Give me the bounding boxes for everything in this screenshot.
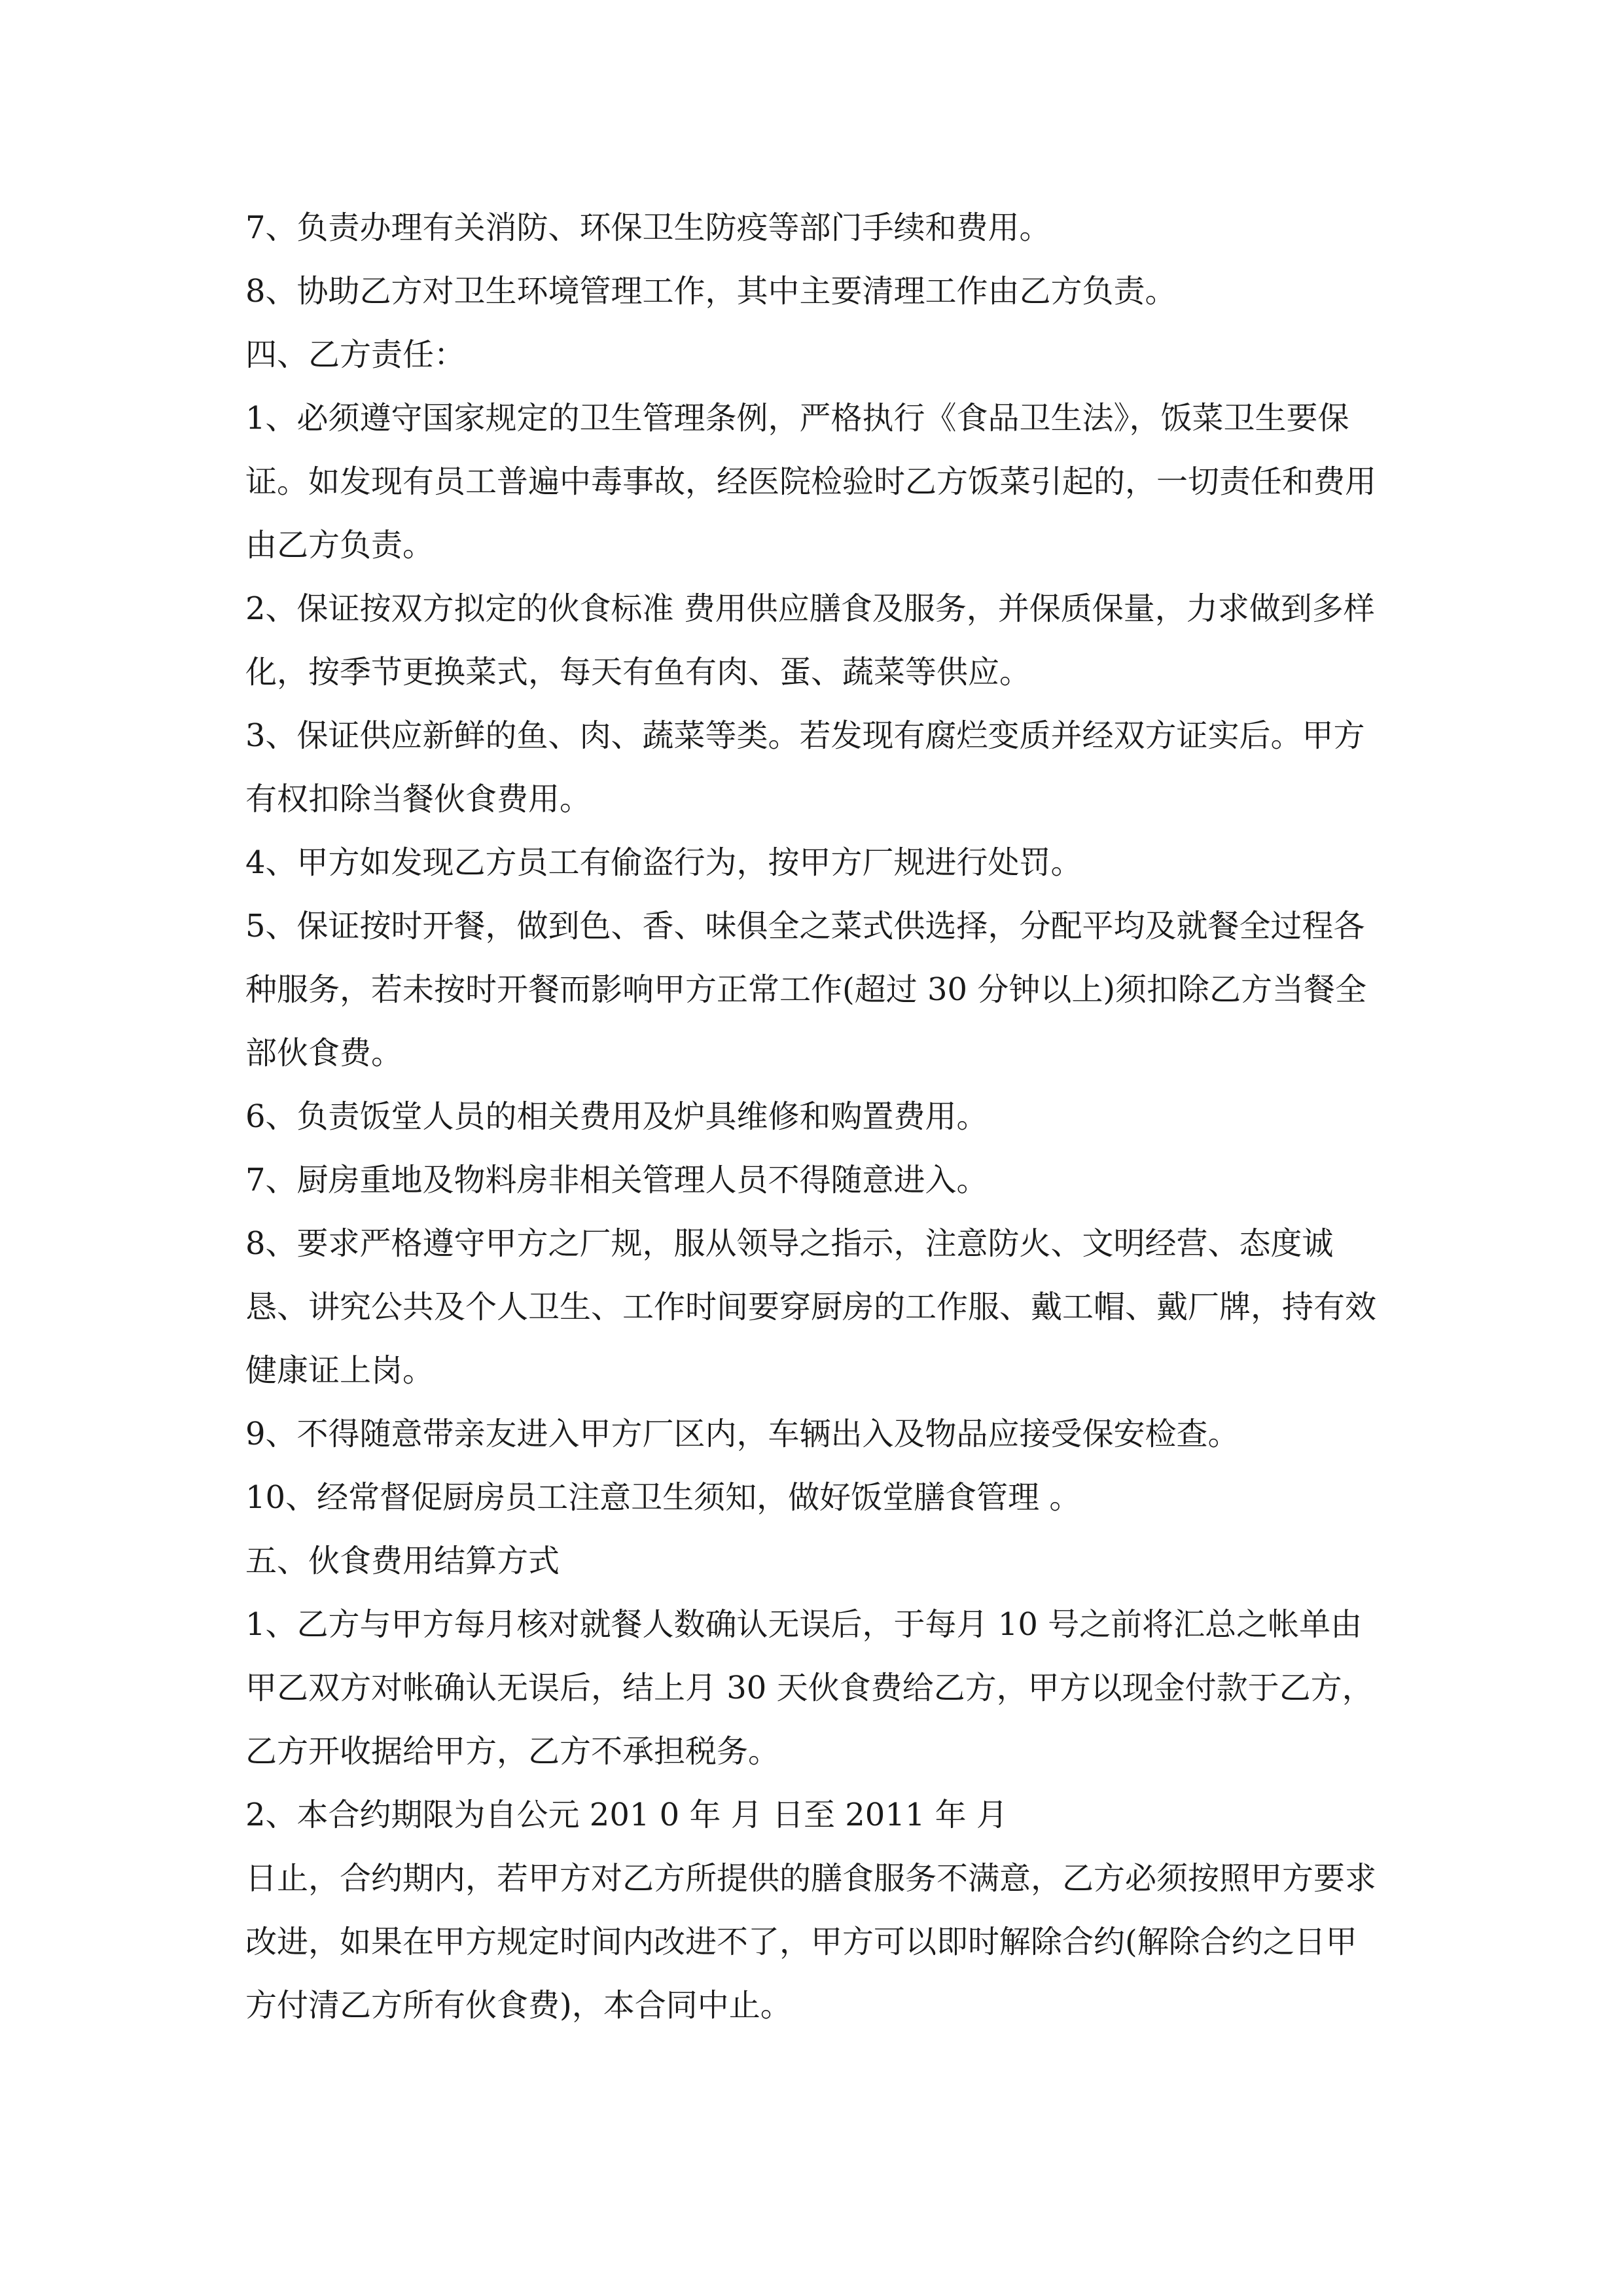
section-heading: 五、伙食费用结算方式 xyxy=(245,1543,560,1579)
paragraph: 1、乙方与甲方每月核对就餐人数确认无误后，于每月 10 号之前将汇总之帐单由甲乙双方对帐确认无误后，结上月 30 天伙食费给乙方，甲方以现金付款于乙方，乙方开收据给甲方，乙方不承担税务。 xyxy=(245,1606,1374,1770)
paragraph: 日止，合约期内，若甲方对乙方所提供的膳食服务不满意，乙方必须按照甲方要求改进，如果在甲方规定时间内改进不了，甲方可以即时解除合约(解除合约之日甲方付清乙方所有伙食费)，本合同中止。 xyxy=(245,1860,1377,2024)
paragraph: 6、负责饭堂人员的相关费用及炉具维修和购置费用。 xyxy=(245,1098,988,1135)
paragraph: 7、负责办理有关消防、环保卫生防疫等部门手续和费用。 xyxy=(245,209,1051,246)
paragraph: 1、必须遵守国家规定的卫生管理条例，严格执行《食品卫生法》，饭菜卫生要保证。如发现有员工普遍中毒事故，经医院检验时乙方饭菜引起的，一切责任和费用由乙方负责。 xyxy=(245,400,1377,564)
paragraph: 7、厨房重地及物料房非相关管理人员不得随意进入。 xyxy=(245,1162,988,1198)
paragraph: 10、经常督促厨房员工注意卫生须知，做好饭堂膳食管理 。 xyxy=(245,1479,1081,1516)
section-heading: 四、乙方责任： xyxy=(245,336,466,373)
document-body xyxy=(245,196,1378,2037)
paragraph: 2、本合约期限为自公元 201 0 年 月 日至 2011 年 月 xyxy=(245,1797,1008,1833)
paragraph: 5、保证按时开餐，做到色、香、味俱全之菜式供选择，分配平均及就餐全过程各种服务，若未按时开餐而影响甲方正常工作(超过 30 分钟以上)须扣除乙方当餐全部伙食费。 xyxy=(245,908,1367,1071)
paragraph: 3、保证供应新鲜的鱼、肉、蔬菜等类。若发现有腐烂变质并经双方证实后。甲方有权扣除当餐伙食费用。 xyxy=(245,717,1365,817)
paragraph: 9、不得随意带亲友进入甲方厂区内，车辆出入及物品应接受保安检查。 xyxy=(245,1416,1240,1452)
paragraph: 8、要求严格遵守甲方之厂规，服从领导之指示，注意防火、文明经营、态度诚恳、讲究公共及个人卫生、工作时间要穿厨房的工作服、戴工帽、戴厂牌，持有效健康证上岗。 xyxy=(245,1225,1377,1389)
paragraph: 4、甲方如发现乙方员工有偷盗行为，按甲方厂规进行处罚。 xyxy=(245,844,1082,881)
paragraph: 8、协助乙方对卫生环境管理工作，其中主要清理工作由乙方负责。 xyxy=(245,273,1177,310)
paragraph: 2、保证按双方拟定的伙食标准 费用供应膳食及服务，并保质保量，力求做到多样化，按季节更换菜式，每天有鱼有肉、蛋、蔬菜等供应。 xyxy=(245,590,1375,691)
